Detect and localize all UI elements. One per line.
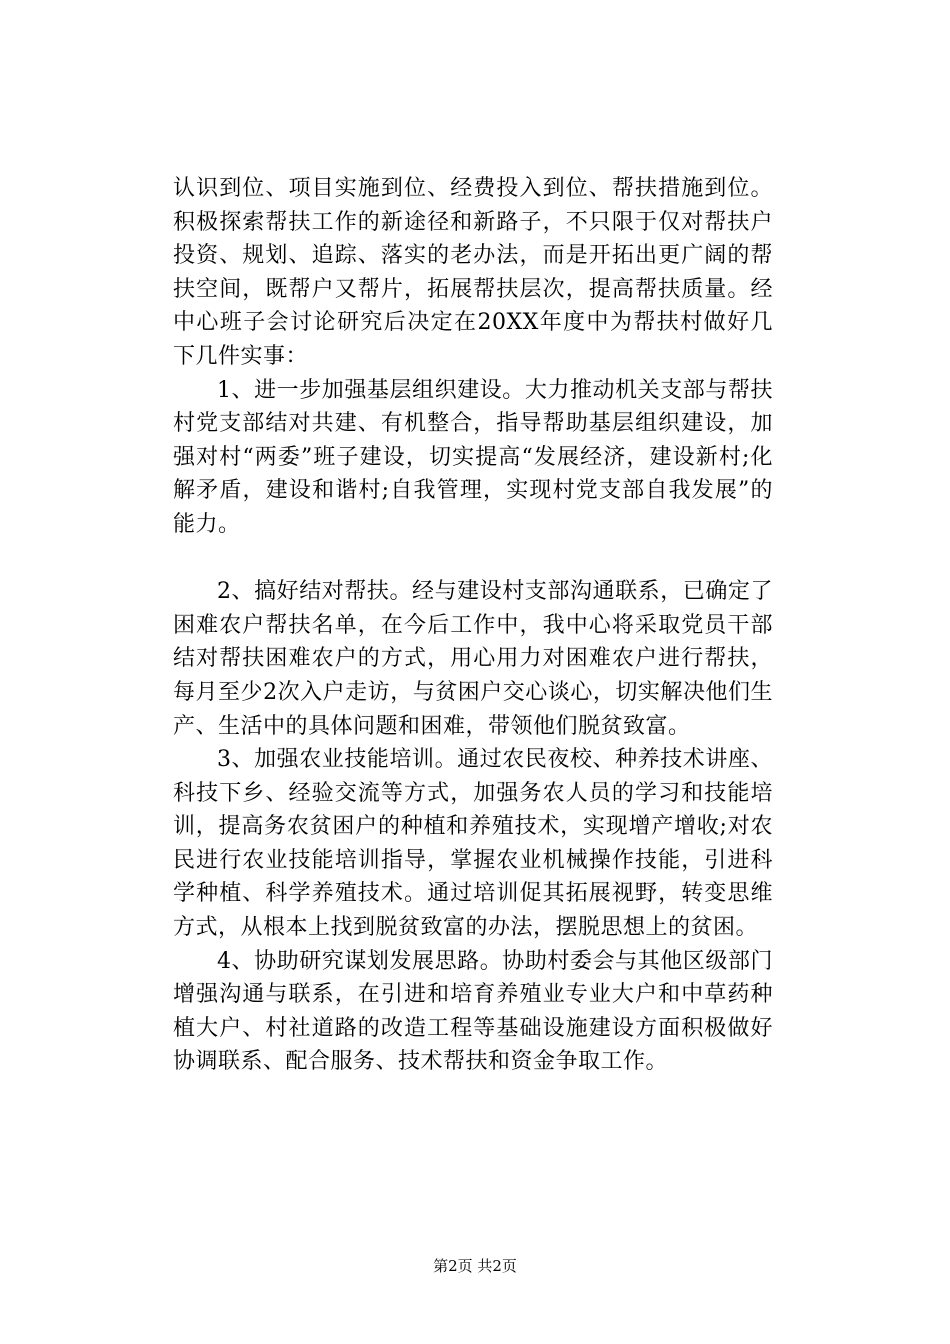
paragraph-item-4: 4、协助研究谋划发展思路。协助村委会与其他区级部门增强沟通与联系，在引进和培育养殖业专业大户和中草药种植大户、村社道路的改造工程等基础设施建设方面积极做好协调联系、配合服务、技术帮扶和资金争取工作。	[173, 948, 773, 1075]
page-footer: 第2页 共2页	[433, 1257, 517, 1275]
paragraph-item-1: 1、进一步加强基层组织建设。大力推动机关支部与帮扶村党支部结对共建、有机整合，指导帮助基层组织建设，加强对村“两委”班子建设，切实提高“发展经济，建设新村;化解矛盾，建设和谐村;自我管理，实现村党支部自我发展”的能力。	[173, 377, 773, 537]
paragraph-intro: 认识到位、项目实施到位、经费投入到位、帮扶措施到位。积极探索帮扶工作的新途径和新路子，不只限于仅对帮扶户投资、规划、追踪、落实的老办法，而是开拓出更广阔的帮扶空间，既帮户又帮片，拓展帮扶层次，提高帮扶质量。经中心班子会讨论研究后决定在20XX年度中为帮扶村做好几下几件实事：	[173, 176, 773, 369]
paragraph-item-2: 2、搞好结对帮扶。经与建设村支部沟通联系，已确定了困难农户帮扶名单，在今后工作中，我中心将采取党员干部结对帮扶困难农户的方式，用心用力对困难农户进行帮扶，每月至少2次入户走访，与贫困户交心谈心，切实解决他们生产、生活中的具体问题和困难，带领他们脱贫致富。	[173, 579, 773, 739]
document-body	[173, 172, 773, 1079]
paragraph-spacer	[173, 542, 773, 576]
paragraph-item-3: 3、加强农业技能培训。通过农民夜校、种养技术讲座、科技下乡、经验交流等方式，加强务农人员的学习和技能培训，提高务农贫困户的种植和养殖技术，实现增产增收;对农民进行农业技能培训指导，掌握农业机械操作技能，引进科学种植、科学养殖技术。通过培训促其拓展视野，转变思维方式，从根本上找到脱贫致富的办法，摆脱思想上的贫困。	[173, 747, 773, 941]
